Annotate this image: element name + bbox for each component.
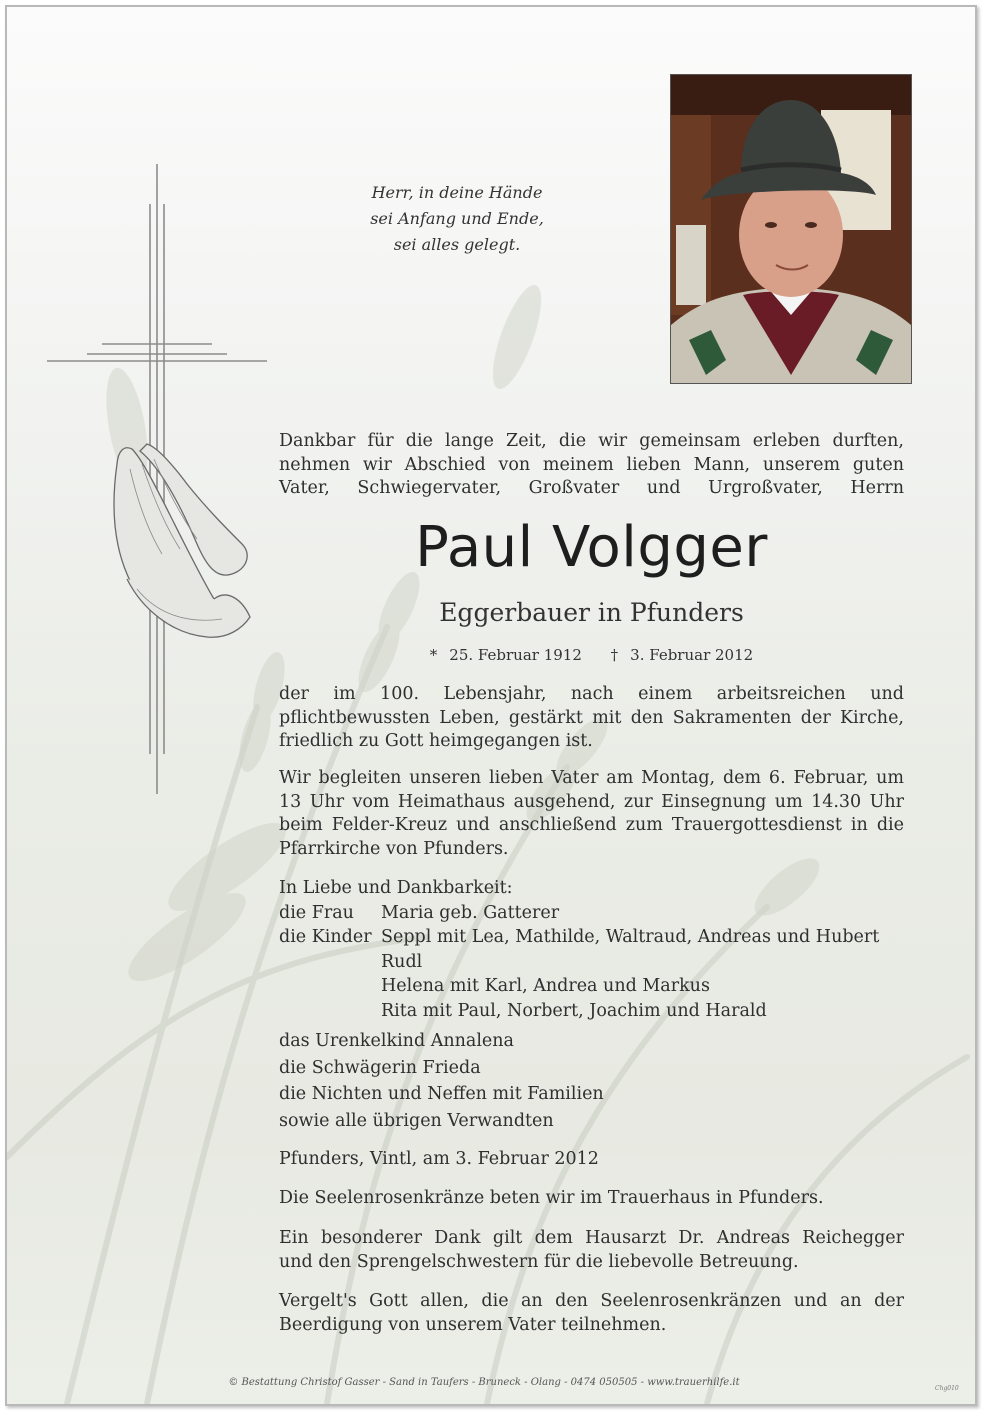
life-line: der im 100. Lebensjahr, nach einem arbeitsreichen und <box>279 684 904 704</box>
funeral-line: Wir begleiten unseren lieben Vater am Montag, dem 6. Februar, um <box>279 768 904 788</box>
praying-hands-icon <box>102 439 252 639</box>
family-wife <box>279 901 879 926</box>
family-children-cont: Rudl <box>381 951 423 972</box>
family-list-more <box>279 1028 604 1134</box>
closing-paragraph <box>279 1290 904 1337</box>
family-children-cont: Helena mit Karl, Andrea und Markus <box>381 976 710 996</box>
family-list <box>279 876 879 1023</box>
rosary-notice: Die Seelenrosenkränze beten wir im Trauerhaus in Pfunders. <box>279 1188 824 1208</box>
funeral-paragraph <box>279 767 904 861</box>
intro-line: Vater, Schwiegervater, Großvater und Urgroßvater, Herrn <box>279 478 904 498</box>
deceased-subtitle: Eggerbauer in Pfunders <box>439 598 744 627</box>
deceased-name: Paul Volgger <box>415 515 768 580</box>
thanks-line: und den Sprengelschwestern für die liebevolle Betreuung. <box>279 1251 799 1272</box>
birth-symbol: * <box>429 646 438 664</box>
intro-paragraph <box>279 430 904 501</box>
template-code: Chg010 <box>935 1385 959 1392</box>
life-line: friedlich zu Gott heimgegangen ist. <box>279 731 593 751</box>
relation-label: die Kinder <box>279 927 372 947</box>
footer-credit: © Bestattung Christof Gasser - Sand in Taufers - Bruneck - Olang - 0474 050505 - www.trauerhilfe.it <box>228 1377 740 1388</box>
relation-label: die Frau <box>279 902 354 923</box>
funeral-line: Pfarrkirche von Pfunders. <box>279 838 509 859</box>
verse-line: sei alles gelegt. <box>393 235 521 254</box>
family-children-cont: Rita mit Paul, Norbert, Joachim und Harald <box>381 1000 767 1021</box>
closing-line: Vergelt's Gott allen, die an den Seelenrosenkränzen und an der <box>279 1291 904 1311</box>
funeral-line: 13 Uhr vom Heimathaus ausgehend, zur Einsegnung um 14.30 Uhr <box>279 791 904 812</box>
life-dates <box>279 646 904 664</box>
intro-line: nehmen wir Abschied von meinem lieben Mann, unserem guten <box>279 454 904 475</box>
funeral-line: beim Felder-Kreuz und anschließend zum Trauergottesdienst in die <box>279 815 904 835</box>
family-great-grandchild: das Urenkelkind Annalena <box>279 1031 514 1051</box>
verse-line: Herr, in deine Hände <box>371 183 543 202</box>
verse-line: sei Anfang und Ende, <box>370 209 544 228</box>
thanks-line: Ein besonderer Dank gilt dem Hausarzt Dr. Andreas Reichegger <box>279 1228 904 1248</box>
intro-line: Dankbar für die lange Zeit, die wir gemeinsam erleben durften, <box>279 431 904 451</box>
closing-line: Beerdigung von unserem Vater teilnehmen. <box>279 1314 667 1335</box>
death-symbol: † <box>610 646 619 664</box>
family-nieces: die Nichten und Neffen mit Familien <box>279 1084 604 1104</box>
birth-date: 25. Februar 1912 <box>449 646 582 664</box>
relation-names: Maria geb. Gatterer <box>381 902 560 923</box>
bible-verse <box>337 180 577 258</box>
death-date: 3. Februar 2012 <box>630 646 754 664</box>
family-children <box>279 925 879 950</box>
life-line: pflichtbewussten Leben, gestärkt mit den Sakramenten der Kirche, <box>279 707 904 728</box>
family-relatives: sowie alle übrigen Verwandten <box>279 1110 554 1131</box>
thanks-paragraph <box>279 1227 904 1274</box>
family-heading: In Liebe und Dankbarkeit: <box>279 878 513 898</box>
relation-names: Seppl mit Lea, Mathilde, Waltraud, Andreas und Hubert <box>381 927 880 947</box>
portrait-photo <box>670 74 912 384</box>
place-date: Pfunders, Vintl, am 3. Februar 2012 <box>279 1149 599 1169</box>
life-paragraph <box>279 683 904 754</box>
family-sister-in-law: die Schwägerin Frieda <box>279 1057 481 1078</box>
